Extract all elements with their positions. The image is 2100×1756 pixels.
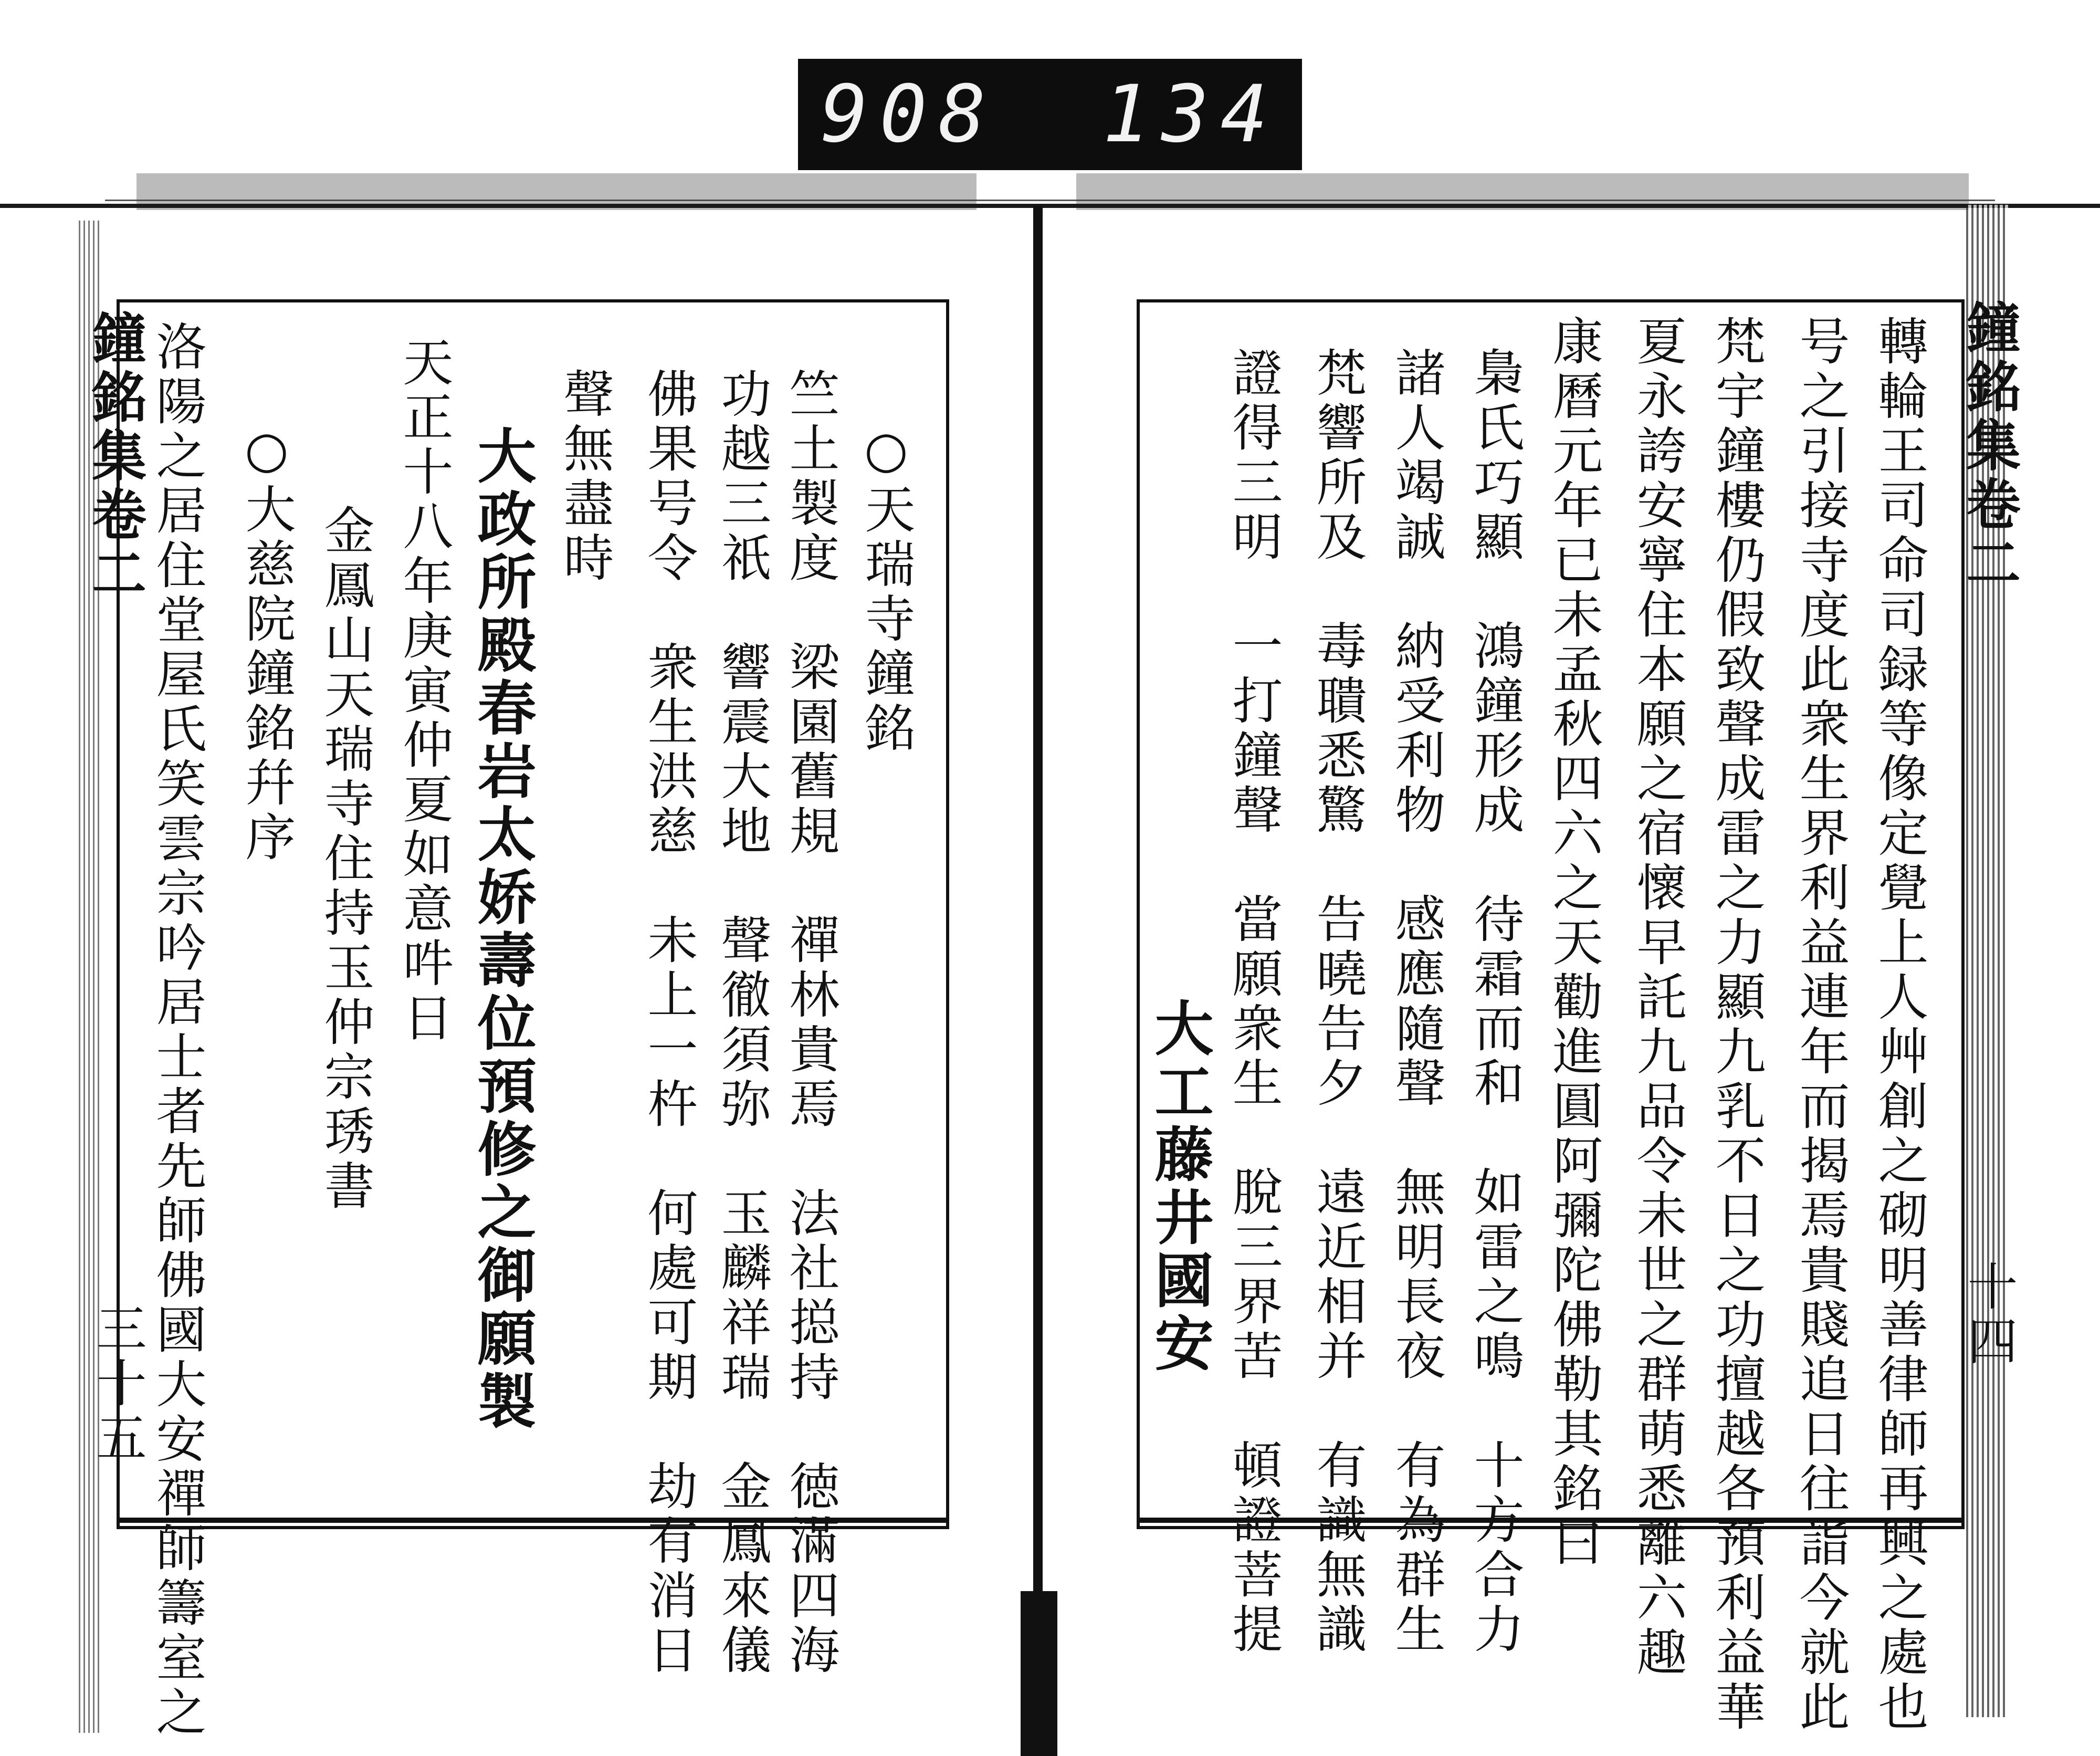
counter-right-number: 134 (1102, 69, 1279, 160)
scan-top-line (0, 204, 2100, 208)
microfilm-frame-counter (798, 59, 1302, 170)
counter-left-number: 908 (821, 69, 998, 160)
right-col-6: 梟氏巧顯 鴻鐘形成 待霜而和 如雷之鳴 十方合力 (1466, 347, 1525, 1657)
right-col-2: 号之引接寺度此衆生界利益連年而揭焉貴賤追日往詣今就此 (1791, 315, 1850, 1735)
left-col-10: 洛陽之居住堂屋氏笑雲宗吟居士者先師佛國大安禪師籌室之 (148, 320, 207, 1740)
right-col-10: 大工藤井國安 (1145, 998, 1214, 1376)
right-col-3: 梵宇鐘樓仍假致聲成雷之力顯九乳不日之功擅越各預利益華 (1707, 315, 1766, 1735)
left-col-6: 大政所殿春岩太娇壽位預修之御願製 (468, 425, 537, 1434)
left-page-number: 三十五 (88, 1302, 147, 1466)
left-col-8: 金鳳山天瑞寺住持玉仲宗琇書 (316, 504, 375, 1214)
left-margin-title: 鐘銘集卷二 (82, 310, 147, 604)
right-col-4: 夏永誇安寧住本願之宿懷早託九品令未世之群萌悉離六趣 (1629, 315, 1687, 1680)
book-gutter (1033, 206, 1043, 1756)
right-page-number: 十四 (1959, 1260, 2018, 1370)
left-col-3: 功越三祇 響震大地 聲徹須弥 玉麟祥瑞 金鳳來儀 (713, 368, 772, 1678)
left-col-1: ○天瑞寺鐘銘 (857, 420, 916, 756)
right-col-9: 證得三明 一打鐘聲 當願衆生 脫三界苦 頓證菩提 (1224, 347, 1283, 1657)
gutter-clip (1021, 1591, 1057, 1756)
right-col-5: 康曆元年已未孟秋四六之天勸進圓阿彌陀佛勒其銘曰 (1545, 315, 1603, 1571)
left-col-4: 佛果号令 衆生洪慈 未上一杵 何處可期 劫有消日 (639, 368, 698, 1678)
right-col-8: 梵響所及 毒聵悉驚 告曉告夕 遠近相并 有識無識 (1308, 347, 1367, 1657)
left-col-2: 竺土製度 梁園舊規 禪林貴焉 法社搃持 徳滿四海 (781, 368, 840, 1678)
left-col-9: ○大慈院鐘銘幷序 (237, 420, 296, 865)
right-col-7: 諸人竭誠 納受利物 感應隨聲 無明長夜 有為群生 (1387, 347, 1446, 1657)
left-col-5: 聲無盡時 (555, 368, 614, 586)
right-col-1: 轉輪王司命司録等像定覺上人艸創之砌明善律師再興之處也 (1870, 315, 1929, 1735)
left-col-7: 天正十八年庚寅仲夏如意吽日 (395, 336, 454, 1046)
right-margin-title: 鐘銘集卷二 (1957, 299, 2021, 593)
